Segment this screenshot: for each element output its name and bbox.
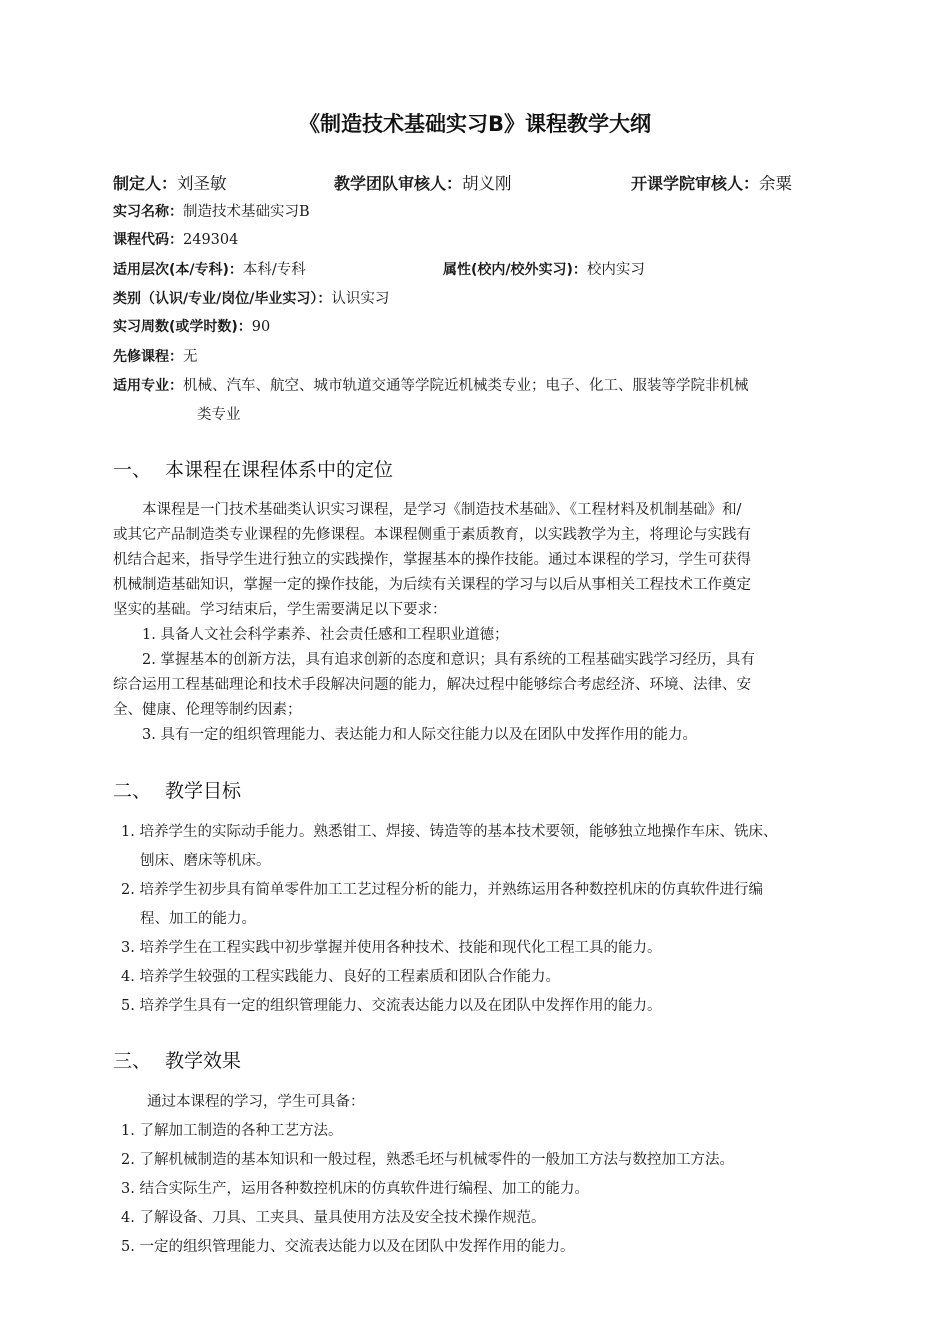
section1-heading [113,455,393,482]
meta-prereq [113,345,198,366]
meta-category [113,287,389,308]
outcome-item: 3. 结合实际生产，运用各种数控机床的仿真软件进行编程、加工的能力。 [121,1181,589,1197]
section1-line: 综合运用工程基础理论和技术手段解决问题的能力，解决过程中能够综合考虑经济、环境、法律、安 [113,677,751,693]
college-reviewer-value: 余粟 [759,174,793,193]
team-reviewer-label: 教学团队审核人： [334,174,463,193]
objective-item: 5. 培养学生具有一定的组织管理能力、交流表达能力以及在团队中发挥作用的能力。 [121,998,662,1014]
document-title: 《制造技术基础实习B》课程教学大纲 [298,112,651,136]
section2-heading [113,776,241,803]
section3-number: 三、 [113,1050,152,1072]
section1-line: 坚实的基础。学习结束后，学生需要满足以下要求： [113,602,447,618]
section1-line: 1. 具备人文社会科学素养、社会责任感和工程职业道德； [113,627,509,643]
objective-item: 2. 培养学生初步具有简单零件加工工艺过程分析的能力，并熟练运用各种数控机床的仿真软件进行编 [121,882,763,898]
meta-name [113,200,310,221]
section1-line: 全、健康、伦理等制约因素； [113,702,302,718]
objective-item: 3. 培养学生在工程实践中初步掌握并使用各种技术、技能和现代化工程工具的能力。 [121,940,662,956]
meta-weeks [113,316,270,336]
meta-level-value: 本科/专科 [242,262,306,278]
meta-category-value: 认识实习 [331,291,390,307]
meta-prereq-value: 无 [183,349,198,365]
author-field [113,170,227,194]
section1-line: 机结合起来，指导学生进行独立的实践操作，掌握基本的操作技能。通过本课程的学习，学生可获得 [113,552,751,568]
meta-attr [443,258,645,279]
objective-item: 1. 培养学生的实际动手能力。熟悉钳工、焊接、铸造等的基本技术要领，能够独立地操作车床、铣床、 [121,824,778,840]
college-reviewer-label: 开课学院审核人： [631,174,760,193]
section3-heading [113,1046,241,1073]
author-label: 制定人： [113,174,178,193]
meta-code [113,229,238,249]
meta-level-label: 适用层次(本/专科)： [113,262,243,278]
meta-level [113,258,306,279]
section1-number: 一、 [113,459,152,481]
outcome-item: 2. 了解机械制造的基本知识和一般过程，熟悉毛坯与机械零件的一般加工方法与数控加工方法。 [121,1152,734,1168]
section1-line: 或其它产品制造类专业课程的先修课程。本课程侧重于素质教育，以实践教学为主，将理论与实践有 [113,527,751,543]
meta-majors-value-line2: 类专业 [197,407,241,423]
section1-line: 2. 掌握基本的创新方法，具有追求创新的态度和意识；具有系统的工程基础实践学习经历，具有 [113,652,755,668]
meta-name-value: 制造技术基础实习B [183,204,310,220]
section3-intro: 通过本课程的学习，学生可具备： [147,1094,365,1110]
objective-item-cont: 程、加工的能力。 [140,911,256,927]
meta-code-value: 249304 [183,232,239,248]
section1-line: 本课程是一门技术基础类认识实习课程，是学习《制造技术基础》、《工程材料及机制基础》和/ [113,502,742,518]
section1-line: 机械制造基础知识，掌握一定的操作技能，为后续有关课程的学习与以后从事相关工程技术工作奠定 [113,577,751,593]
team-reviewer-field [334,170,512,194]
section2-title: 教学目标 [165,780,242,802]
meta-weeks-value: 90 [251,319,271,335]
author-value: 刘圣敏 [177,174,227,193]
section1-title: 本课程在课程体系中的定位 [165,459,394,481]
meta-code-label: 课程代码： [113,232,183,248]
outcome-item: 4. 了解设备、刀具、工夹具、量具使用方法及安全技术操作规范。 [121,1210,546,1226]
meta-prereq-label: 先修课程： [113,349,183,365]
meta-majors [113,374,749,395]
outcome-item: 5. 一定的组织管理能力、交流表达能力以及在团队中发挥作用的能力。 [121,1239,575,1255]
meta-majors-cont [197,403,241,424]
meta-name-label: 实习名称： [113,204,183,220]
meta-category-label: 类别（认识/专业/岗位/毕业实习）： [113,291,332,307]
meta-majors-value-line1: 机械、汽车、航空、城市轨道交通等学院近机械类专业；电子、化工、服装等学院非机械 [183,378,749,394]
section3-title: 教学效果 [165,1050,242,1072]
team-reviewer-value: 胡义刚 [462,174,512,193]
objective-item-cont: 刨床、磨床等机床。 [140,853,271,869]
meta-majors-label: 适用专业： [113,378,183,394]
objective-item: 4. 培养学生较强的工程实践能力、良好的工程素质和团队合作能力。 [121,969,560,985]
college-reviewer-field [631,170,792,194]
meta-attr-label: 属性(校内/校外实习)： [443,262,587,278]
meta-attr-value: 校内实习 [586,262,645,278]
outcome-item: 1. 了解加工制造的各种工艺方法。 [121,1123,343,1139]
header-row [113,170,853,192]
section2-number: 二、 [113,780,152,802]
section1-line: 3. 具有一定的组织管理能力、表达能力和人际交往能力以及在团队中发挥作用的能力。 [113,727,697,743]
meta-weeks-label: 实习周数(或学时数)： [113,319,252,335]
